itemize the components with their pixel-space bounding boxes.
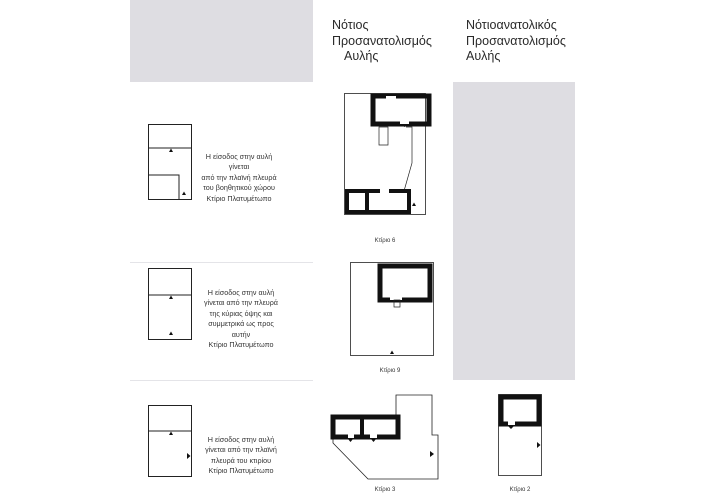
header-southeast-line: Νότιοανατολικός (466, 18, 557, 32)
header-south-line: Αυλής (344, 49, 379, 63)
caption-building-2: Κτίριο 2 (509, 487, 531, 493)
panel-row1-southeast (453, 82, 575, 262)
row1-schematic (148, 124, 192, 200)
header-south-line: Προσανατολισμός (332, 33, 432, 48)
plan-building-6 (344, 93, 426, 215)
plan-building-3 (330, 395, 440, 481)
row3-description-line: πλευρά του κτιρίου (210, 455, 272, 465)
plan-building-2 (498, 394, 542, 476)
row3-schematic (148, 405, 192, 477)
row1-description (198, 152, 280, 204)
row2-description-line: Κτίριο Πλατυμέτωπο (208, 340, 274, 350)
caption-building-3: Κτίριο 3 (374, 487, 396, 493)
row1-description-line: του βοηθητικού χώρου (203, 183, 275, 193)
row1-description-line: Κτίριο Πλατυμέτωπο (206, 193, 272, 203)
header-panel-left (130, 0, 313, 82)
header-southeast-line: Προσανατολισμός (466, 33, 566, 48)
caption-building-6: Κτίριο 6 (374, 238, 396, 244)
row2-schematic (148, 268, 192, 340)
row1-description-line: από την πλαϊνή πλευρά (201, 172, 277, 182)
row1-description-line: Η είσοδος στην αυλή γίνεται (205, 152, 273, 172)
plan-building-9 (350, 262, 434, 356)
header-southeast (466, 18, 566, 65)
row2-description (200, 288, 282, 350)
row-separator (130, 262, 313, 263)
row3-description-line: γίνεται από την πλαϊνή (205, 445, 277, 455)
row3-description-line: Κτίριο Πλατυμέτωπο (208, 466, 274, 476)
caption-building-9: Κτίριο 9 (379, 368, 401, 374)
header-south-line: Νότιος (332, 18, 369, 32)
row3-description (200, 435, 282, 477)
row3-description-line: Η είσοδος στην αυλή (207, 435, 275, 444)
row-separator (130, 380, 313, 381)
row2-description-line: συμμετρικά ως προς αυτήν (208, 319, 274, 339)
header-south (332, 18, 432, 65)
panel-row2-southeast (453, 244, 575, 380)
row2-description-line: της κύριας όψης και (209, 308, 273, 318)
row2-description-line: γίνεται από την πλευρά (204, 298, 278, 308)
row2-description-line: Η είσοδος στην αυλή (207, 288, 275, 297)
header-southeast-line: Αυλής (466, 49, 501, 63)
